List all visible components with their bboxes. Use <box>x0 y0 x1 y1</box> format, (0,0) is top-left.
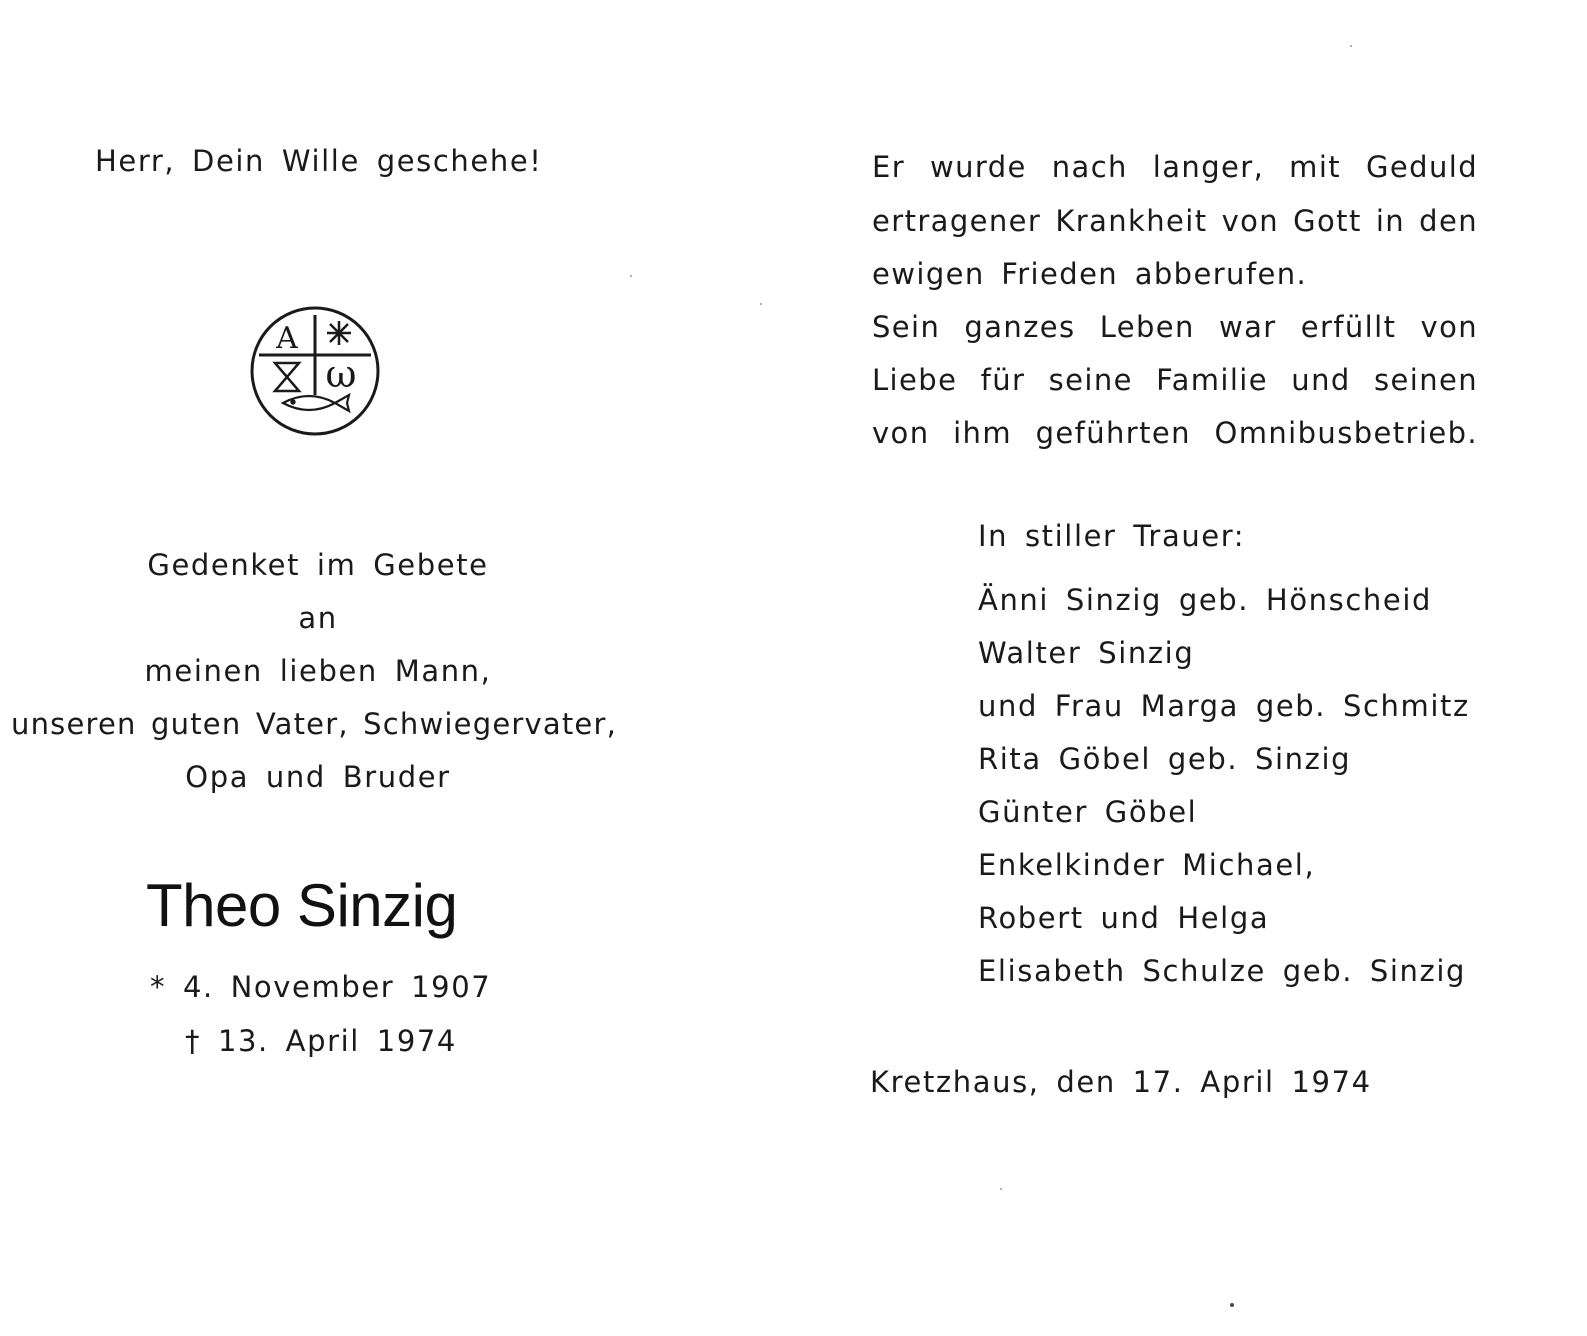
scan-speck <box>630 275 632 277</box>
mourner-6: Enkelkinder Michael, <box>978 848 1316 882</box>
death-date: 13. April 1974 <box>217 1024 457 1058</box>
place-date: Kretzhaus, den 17. April 1974 <box>870 1065 1372 1099</box>
obituary-line-1: Er wurde nach langer, mit Geduld <box>872 150 1478 184</box>
mourner-4: Rita Göbel geb. Sinzig <box>978 742 1352 776</box>
alpha-icon: A <box>276 321 298 356</box>
birth-date: 4. November 1907 <box>182 970 492 1004</box>
memorial-line-2: an <box>298 601 338 635</box>
death-date-row <box>185 1024 457 1058</box>
mourner-3: und Frau Marga geb. Schmitz <box>978 689 1470 723</box>
deceased-name: Theo Sinzig <box>146 872 458 939</box>
mourner-2: Walter Sinzig <box>978 636 1195 670</box>
omega-icon: ω <box>325 352 357 396</box>
obituary-line-2: ertragener Krankheit von Gott in den <box>872 204 1478 238</box>
mourning-heading: In stiller Trauer: <box>978 519 1246 553</box>
obituary-line-4: Sein ganzes Leben war erfüllt von <box>872 310 1478 344</box>
mourner-5: Günter Göbel <box>978 795 1198 829</box>
mourner-7: Robert und Helga <box>978 901 1270 935</box>
fish-icon <box>283 395 349 411</box>
mourner-1: Änni Sinzig geb. Hönscheid <box>978 583 1432 617</box>
obituary-line-3: ewigen Frieden abberufen. <box>872 257 1308 291</box>
memorial-line-1: Gedenket im Gebete <box>147 548 489 582</box>
obituary-line-6: von ihm geführten Omnibusbetrieb. <box>872 416 1478 450</box>
hourglass-icon <box>275 363 299 391</box>
star-icon <box>327 321 351 345</box>
memorial-line-4: unseren guten Vater, Schwiegervater, <box>11 707 617 741</box>
memorial-line-5: Opa und Bruder <box>185 760 451 794</box>
birth-date-row <box>150 970 492 1004</box>
motto: Herr, Dein Wille geschehe! <box>95 144 543 178</box>
obituary-line-5: Liebe für seine Familie und seinen <box>872 363 1478 397</box>
scan-speck <box>1350 45 1352 47</box>
christian-emblem <box>247 303 383 439</box>
scan-speck <box>1230 1303 1234 1307</box>
memorial-line-3: meinen lieben Mann, <box>144 654 492 688</box>
scan-speck <box>1000 1188 1002 1190</box>
mourner-8: Elisabeth Schulze geb. Sinzig <box>978 954 1467 988</box>
death-symbol-icon: † <box>185 1024 202 1058</box>
birth-symbol-icon: * <box>150 970 167 1004</box>
scan-speck <box>760 303 762 305</box>
